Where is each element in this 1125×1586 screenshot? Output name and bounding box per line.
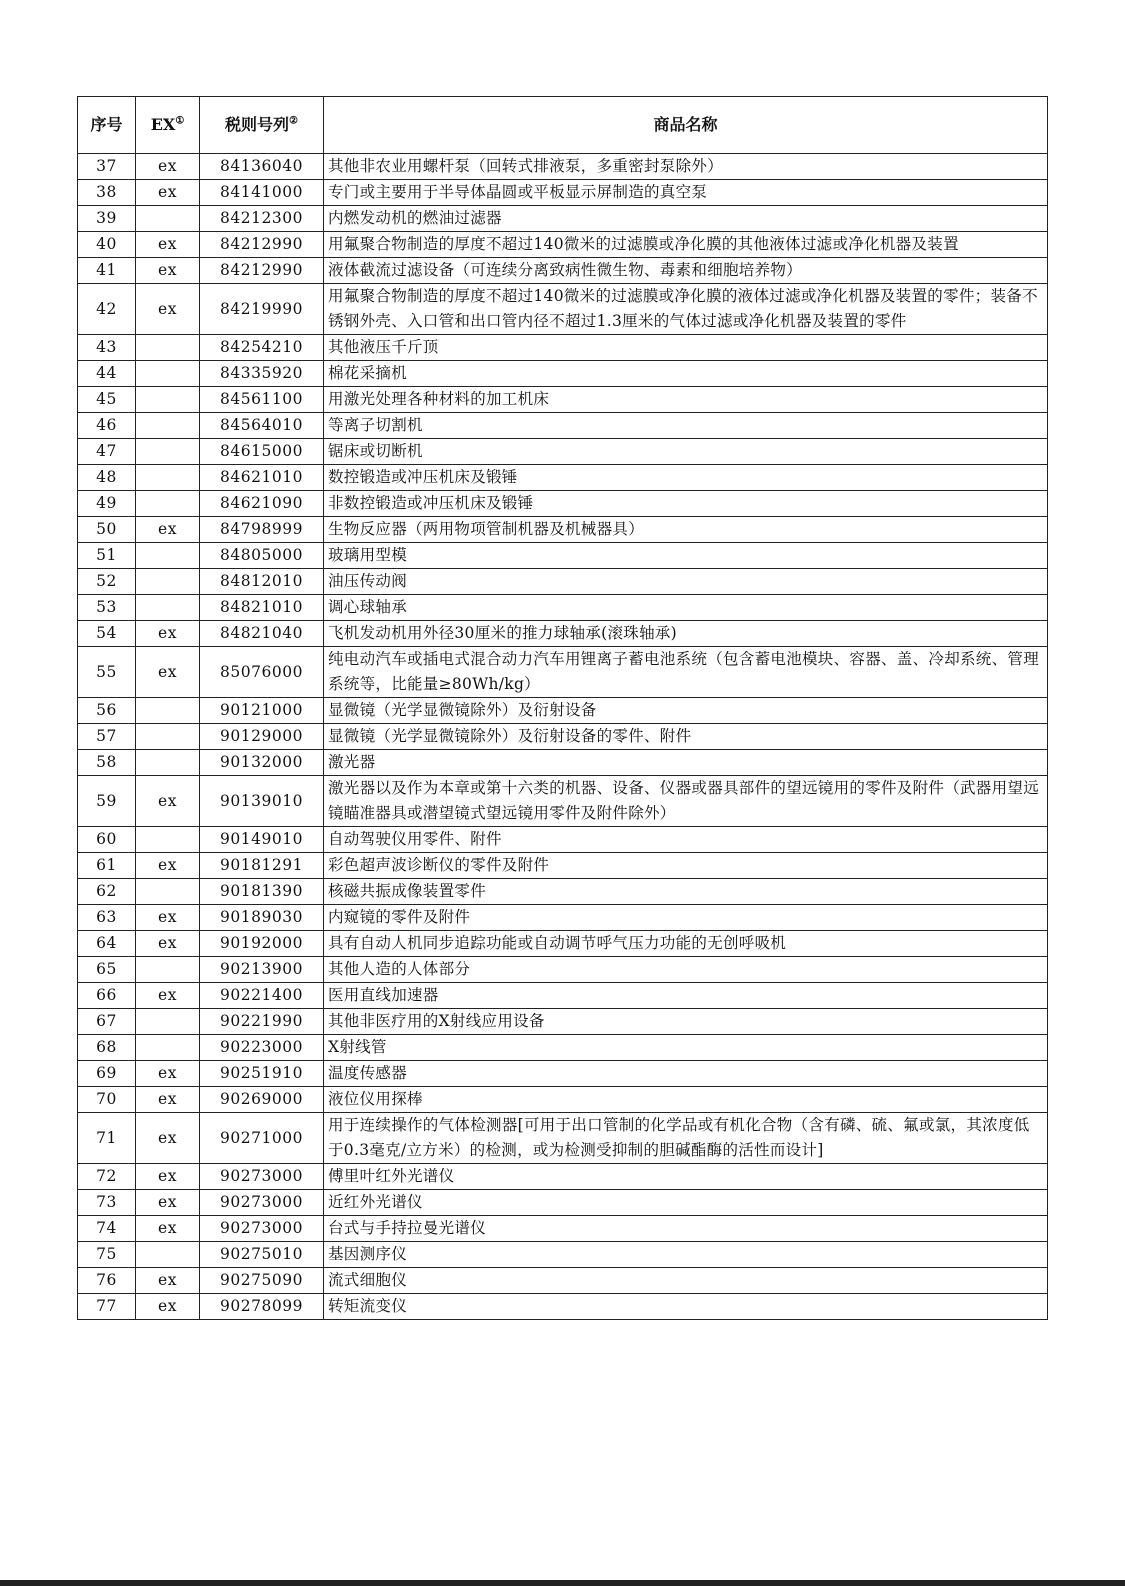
row-ex-cell xyxy=(136,465,200,491)
row-ex-cell: ex xyxy=(136,1061,200,1087)
row-tariff-code-cell: 90271000 xyxy=(200,1113,324,1164)
header-ex: EX① xyxy=(136,97,200,154)
row-goods-name-cell: 其他非农业用螺杆泵（回转式排液泵，多重密封泵除外） xyxy=(324,154,1048,180)
row-seq-cell: 69 xyxy=(78,1061,136,1087)
table-row xyxy=(78,931,1048,957)
table-row xyxy=(78,258,1048,284)
row-goods-name-cell: 激光器以及作为本章或第十六类的机器、设备、仪器或器具部件的望远镜用的零件及附件（武器用望远镜瞄准器具或潜望镜式望远镜用零件及附件除外） xyxy=(324,776,1048,827)
row-ex-cell: ex xyxy=(136,1294,200,1320)
row-seq-cell: 63 xyxy=(78,905,136,931)
row-goods-name-cell: 调心球轴承 xyxy=(324,595,1048,621)
table-row xyxy=(78,1164,1048,1190)
page-bottom-edge xyxy=(0,1580,1125,1586)
table-row xyxy=(78,853,1048,879)
row-seq-cell: 58 xyxy=(78,750,136,776)
row-seq-cell: 68 xyxy=(78,1035,136,1061)
row-seq-cell: 77 xyxy=(78,1294,136,1320)
row-ex-cell xyxy=(136,879,200,905)
row-seq-cell: 51 xyxy=(78,543,136,569)
table-row xyxy=(78,983,1048,1009)
row-ex-cell: ex xyxy=(136,1164,200,1190)
row-goods-name-cell: 具有自动人机同步追踪功能或自动调节呼气压力功能的无创呼吸机 xyxy=(324,931,1048,957)
table-row xyxy=(78,439,1048,465)
row-seq-cell: 55 xyxy=(78,647,136,698)
row-tariff-code-cell: 90121000 xyxy=(200,698,324,724)
table-row xyxy=(78,879,1048,905)
table-row xyxy=(78,621,1048,647)
row-ex-cell: ex xyxy=(136,983,200,1009)
row-tariff-code-cell: 90273000 xyxy=(200,1216,324,1242)
table-row xyxy=(78,827,1048,853)
row-seq-cell: 46 xyxy=(78,413,136,439)
row-ex-cell: ex xyxy=(136,1216,200,1242)
row-goods-name-cell: 玻璃用型模 xyxy=(324,543,1048,569)
row-tariff-code-cell: 90251910 xyxy=(200,1061,324,1087)
row-ex-cell xyxy=(136,569,200,595)
row-tariff-code-cell: 84805000 xyxy=(200,543,324,569)
row-ex-cell xyxy=(136,206,200,232)
row-seq-cell: 40 xyxy=(78,232,136,258)
row-seq-cell: 44 xyxy=(78,361,136,387)
row-goods-name-cell: 台式与手持拉曼光谱仪 xyxy=(324,1216,1048,1242)
row-goods-name-cell: 非数控锻造或冲压机床及锻锤 xyxy=(324,491,1048,517)
row-seq-cell: 57 xyxy=(78,724,136,750)
table-row xyxy=(78,1216,1048,1242)
row-seq-cell: 66 xyxy=(78,983,136,1009)
table-row xyxy=(78,1087,1048,1113)
row-ex-cell xyxy=(136,543,200,569)
row-goods-name-cell: 用氟聚合物制造的厚度不超过140微米的过滤膜或净化膜的其他液体过滤或净化机器及装置 xyxy=(324,232,1048,258)
row-tariff-code-cell: 84219990 xyxy=(200,284,324,335)
table-row xyxy=(78,1294,1048,1320)
row-seq-cell: 47 xyxy=(78,439,136,465)
row-tariff-code-cell: 84564010 xyxy=(200,413,324,439)
row-tariff-code-cell: 84141000 xyxy=(200,180,324,206)
header-seq: 序号 xyxy=(78,97,136,154)
row-ex-cell: ex xyxy=(136,154,200,180)
row-seq-cell: 71 xyxy=(78,1113,136,1164)
row-goods-name-cell: 傅里叶红外光谱仪 xyxy=(324,1164,1048,1190)
row-goods-name-cell: 用于连续操作的气体检测器[可用于出口管制的化学品或有机化合物（含有磷、硫、氟或氯，其浓度低于0.3毫克/立方米）的检测，或为检测受抑制的胆碱酯酶的活性而设计] xyxy=(324,1113,1048,1164)
table-row xyxy=(78,335,1048,361)
row-tariff-code-cell: 84812010 xyxy=(200,569,324,595)
row-goods-name-cell: 油压传动阀 xyxy=(324,569,1048,595)
row-goods-name-cell: 自动驾驶仪用零件、附件 xyxy=(324,827,1048,853)
row-ex-cell: ex xyxy=(136,621,200,647)
row-tariff-code-cell: 90273000 xyxy=(200,1164,324,1190)
table-row xyxy=(78,750,1048,776)
row-seq-cell: 48 xyxy=(78,465,136,491)
row-ex-cell xyxy=(136,595,200,621)
row-ex-cell xyxy=(136,827,200,853)
row-ex-cell: ex xyxy=(136,258,200,284)
tariff-goods-table xyxy=(77,96,1048,1320)
row-ex-cell xyxy=(136,1035,200,1061)
row-goods-name-cell: 用氟聚合物制造的厚度不超过140微米的过滤膜或净化膜的液体过滤或净化机器及装置的零件；装备不锈钢外壳、入口管和出口管内径不超过1.3厘米的气体过滤或净化机器及装置的零件 xyxy=(324,284,1048,335)
row-seq-cell: 52 xyxy=(78,569,136,595)
row-seq-cell: 37 xyxy=(78,154,136,180)
row-goods-name-cell: 彩色超声波诊断仪的零件及附件 xyxy=(324,853,1048,879)
row-goods-name-cell: 生物反应器（两用物项管制机器及机械器具） xyxy=(324,517,1048,543)
row-ex-cell xyxy=(136,387,200,413)
row-seq-cell: 60 xyxy=(78,827,136,853)
row-seq-cell: 74 xyxy=(78,1216,136,1242)
table-row xyxy=(78,154,1048,180)
row-seq-cell: 49 xyxy=(78,491,136,517)
row-ex-cell: ex xyxy=(136,284,200,335)
row-goods-name-cell: 内窥镜的零件及附件 xyxy=(324,905,1048,931)
row-ex-cell: ex xyxy=(136,931,200,957)
row-tariff-code-cell: 84821040 xyxy=(200,621,324,647)
row-goods-name-cell: 专门或主要用于半导体晶圆或平板显示屏制造的真空泵 xyxy=(324,180,1048,206)
row-tariff-code-cell: 90275090 xyxy=(200,1268,324,1294)
table-row xyxy=(78,905,1048,931)
row-seq-cell: 39 xyxy=(78,206,136,232)
row-seq-cell: 43 xyxy=(78,335,136,361)
table-row xyxy=(78,1009,1048,1035)
table-row xyxy=(78,232,1048,258)
table-row xyxy=(78,543,1048,569)
row-goods-name-cell: 近红外光谱仪 xyxy=(324,1190,1048,1216)
table-row xyxy=(78,569,1048,595)
row-tariff-code-cell: 84821010 xyxy=(200,595,324,621)
row-tariff-code-cell: 84621090 xyxy=(200,491,324,517)
row-seq-cell: 53 xyxy=(78,595,136,621)
row-tariff-code-cell: 84136040 xyxy=(200,154,324,180)
row-tariff-code-cell: 90213900 xyxy=(200,957,324,983)
row-goods-name-cell: 激光器 xyxy=(324,750,1048,776)
row-tariff-code-cell: 90275010 xyxy=(200,1242,324,1268)
row-seq-cell: 41 xyxy=(78,258,136,284)
row-ex-cell: ex xyxy=(136,1113,200,1164)
row-goods-name-cell: 其他非医疗用的X射线应用设备 xyxy=(324,1009,1048,1035)
table-row xyxy=(78,465,1048,491)
row-tariff-code-cell: 85076000 xyxy=(200,647,324,698)
row-ex-cell: ex xyxy=(136,776,200,827)
row-tariff-code-cell: 90149010 xyxy=(200,827,324,853)
row-seq-cell: 73 xyxy=(78,1190,136,1216)
row-tariff-code-cell: 90181291 xyxy=(200,853,324,879)
row-seq-cell: 54 xyxy=(78,621,136,647)
table-row xyxy=(78,206,1048,232)
header-goods-name: 商品名称 xyxy=(324,97,1048,154)
row-ex-cell xyxy=(136,750,200,776)
table-row xyxy=(78,1035,1048,1061)
row-ex-cell xyxy=(136,724,200,750)
row-goods-name-cell: 用激光处理各种材料的加工机床 xyxy=(324,387,1048,413)
row-goods-name-cell: 其他液压千斤顶 xyxy=(324,335,1048,361)
row-seq-cell: 70 xyxy=(78,1087,136,1113)
row-tariff-code-cell: 90273000 xyxy=(200,1190,324,1216)
row-tariff-code-cell: 84798999 xyxy=(200,517,324,543)
row-goods-name-cell: 显微镜（光学显微镜除外）及衍射设备 xyxy=(324,698,1048,724)
row-ex-cell xyxy=(136,1009,200,1035)
table-row xyxy=(78,361,1048,387)
row-tariff-code-cell: 90278099 xyxy=(200,1294,324,1320)
row-goods-name-cell: 飞机发动机用外径30厘米的推力球轴承(滚珠轴承) xyxy=(324,621,1048,647)
row-ex-cell xyxy=(136,957,200,983)
row-tariff-code-cell: 84212990 xyxy=(200,232,324,258)
row-ex-cell xyxy=(136,335,200,361)
row-ex-cell xyxy=(136,439,200,465)
row-goods-name-cell: 等离子切割机 xyxy=(324,413,1048,439)
row-seq-cell: 76 xyxy=(78,1268,136,1294)
row-seq-cell: 56 xyxy=(78,698,136,724)
table-row xyxy=(78,647,1048,698)
table-row xyxy=(78,957,1048,983)
row-ex-cell: ex xyxy=(136,853,200,879)
row-ex-cell xyxy=(136,698,200,724)
table-row xyxy=(78,1113,1048,1164)
table-body xyxy=(78,154,1048,1320)
row-goods-name-cell: 流式细胞仪 xyxy=(324,1268,1048,1294)
row-tariff-code-cell: 90221400 xyxy=(200,983,324,1009)
row-ex-cell: ex xyxy=(136,647,200,698)
table-row xyxy=(78,1268,1048,1294)
row-goods-name-cell: 转矩流变仪 xyxy=(324,1294,1048,1320)
row-goods-name-cell: 医用直线加速器 xyxy=(324,983,1048,1009)
table-row xyxy=(78,284,1048,335)
row-seq-cell: 65 xyxy=(78,957,136,983)
row-seq-cell: 75 xyxy=(78,1242,136,1268)
row-ex-cell: ex xyxy=(136,180,200,206)
row-goods-name-cell: 核磁共振成像装置零件 xyxy=(324,879,1048,905)
row-tariff-code-cell: 90139010 xyxy=(200,776,324,827)
row-tariff-code-cell: 84335920 xyxy=(200,361,324,387)
table-header-row xyxy=(78,97,1048,154)
row-goods-name-cell: 锯床或切断机 xyxy=(324,439,1048,465)
row-goods-name-cell: 温度传感器 xyxy=(324,1061,1048,1087)
row-tariff-code-cell: 90189030 xyxy=(200,905,324,931)
row-goods-name-cell: 显微镜（光学显微镜除外）及衍射设备的零件、附件 xyxy=(324,724,1048,750)
row-goods-name-cell: 其他人造的人体部分 xyxy=(324,957,1048,983)
header-tariff-code: 税则号列② xyxy=(200,97,324,154)
row-seq-cell: 64 xyxy=(78,931,136,957)
table-row xyxy=(78,180,1048,206)
table-row xyxy=(78,698,1048,724)
table-row xyxy=(78,1061,1048,1087)
row-goods-name-cell: 内燃发动机的燃油过滤器 xyxy=(324,206,1048,232)
row-tariff-code-cell: 90221990 xyxy=(200,1009,324,1035)
row-seq-cell: 42 xyxy=(78,284,136,335)
row-tariff-code-cell: 84615000 xyxy=(200,439,324,465)
row-tariff-code-cell: 90132000 xyxy=(200,750,324,776)
row-tariff-code-cell: 84561100 xyxy=(200,387,324,413)
table-row xyxy=(78,387,1048,413)
row-goods-name-cell: 棉花采摘机 xyxy=(324,361,1048,387)
table-row xyxy=(78,724,1048,750)
row-ex-cell xyxy=(136,1242,200,1268)
row-ex-cell: ex xyxy=(136,1190,200,1216)
row-seq-cell: 72 xyxy=(78,1164,136,1190)
row-ex-cell xyxy=(136,361,200,387)
footnote-2-marker: ② xyxy=(289,115,298,127)
row-seq-cell: 45 xyxy=(78,387,136,413)
row-goods-name-cell: 数控锻造或冲压机床及锻锤 xyxy=(324,465,1048,491)
table-row xyxy=(78,491,1048,517)
row-tariff-code-cell: 90181390 xyxy=(200,879,324,905)
row-ex-cell: ex xyxy=(136,905,200,931)
row-tariff-code-cell: 84621010 xyxy=(200,465,324,491)
row-tariff-code-cell: 84254210 xyxy=(200,335,324,361)
row-seq-cell: 59 xyxy=(78,776,136,827)
row-seq-cell: 67 xyxy=(78,1009,136,1035)
row-ex-cell xyxy=(136,413,200,439)
footnote-1-marker: ① xyxy=(175,115,185,127)
row-ex-cell: ex xyxy=(136,517,200,543)
table-row xyxy=(78,1190,1048,1216)
row-goods-name-cell: 液位仪用探棒 xyxy=(324,1087,1048,1113)
table-row xyxy=(78,517,1048,543)
table-row xyxy=(78,1242,1048,1268)
row-tariff-code-cell: 84212990 xyxy=(200,258,324,284)
row-ex-cell: ex xyxy=(136,232,200,258)
row-goods-name-cell: 液体截流过滤设备（可连续分离致病性微生物、毒素和细胞培养物） xyxy=(324,258,1048,284)
table-row xyxy=(78,595,1048,621)
row-tariff-code-cell: 90129000 xyxy=(200,724,324,750)
row-tariff-code-cell: 90192000 xyxy=(200,931,324,957)
table-row xyxy=(78,413,1048,439)
row-seq-cell: 50 xyxy=(78,517,136,543)
row-ex-cell xyxy=(136,491,200,517)
row-ex-cell: ex xyxy=(136,1087,200,1113)
row-goods-name-cell: 基因测序仪 xyxy=(324,1242,1048,1268)
row-goods-name-cell: 纯电动汽车或插电式混合动力汽车用锂离子蓄电池系统（包含蓄电池模块、容器、盖、冷却系统、管理系统等，比能量≥80Wh/kg） xyxy=(324,647,1048,698)
row-tariff-code-cell: 90223000 xyxy=(200,1035,324,1061)
row-seq-cell: 38 xyxy=(78,180,136,206)
row-tariff-code-cell: 90269000 xyxy=(200,1087,324,1113)
row-seq-cell: 61 xyxy=(78,853,136,879)
row-seq-cell: 62 xyxy=(78,879,136,905)
row-tariff-code-cell: 84212300 xyxy=(200,206,324,232)
row-ex-cell: ex xyxy=(136,1268,200,1294)
table-row xyxy=(78,776,1048,827)
row-goods-name-cell: X射线管 xyxy=(324,1035,1048,1061)
